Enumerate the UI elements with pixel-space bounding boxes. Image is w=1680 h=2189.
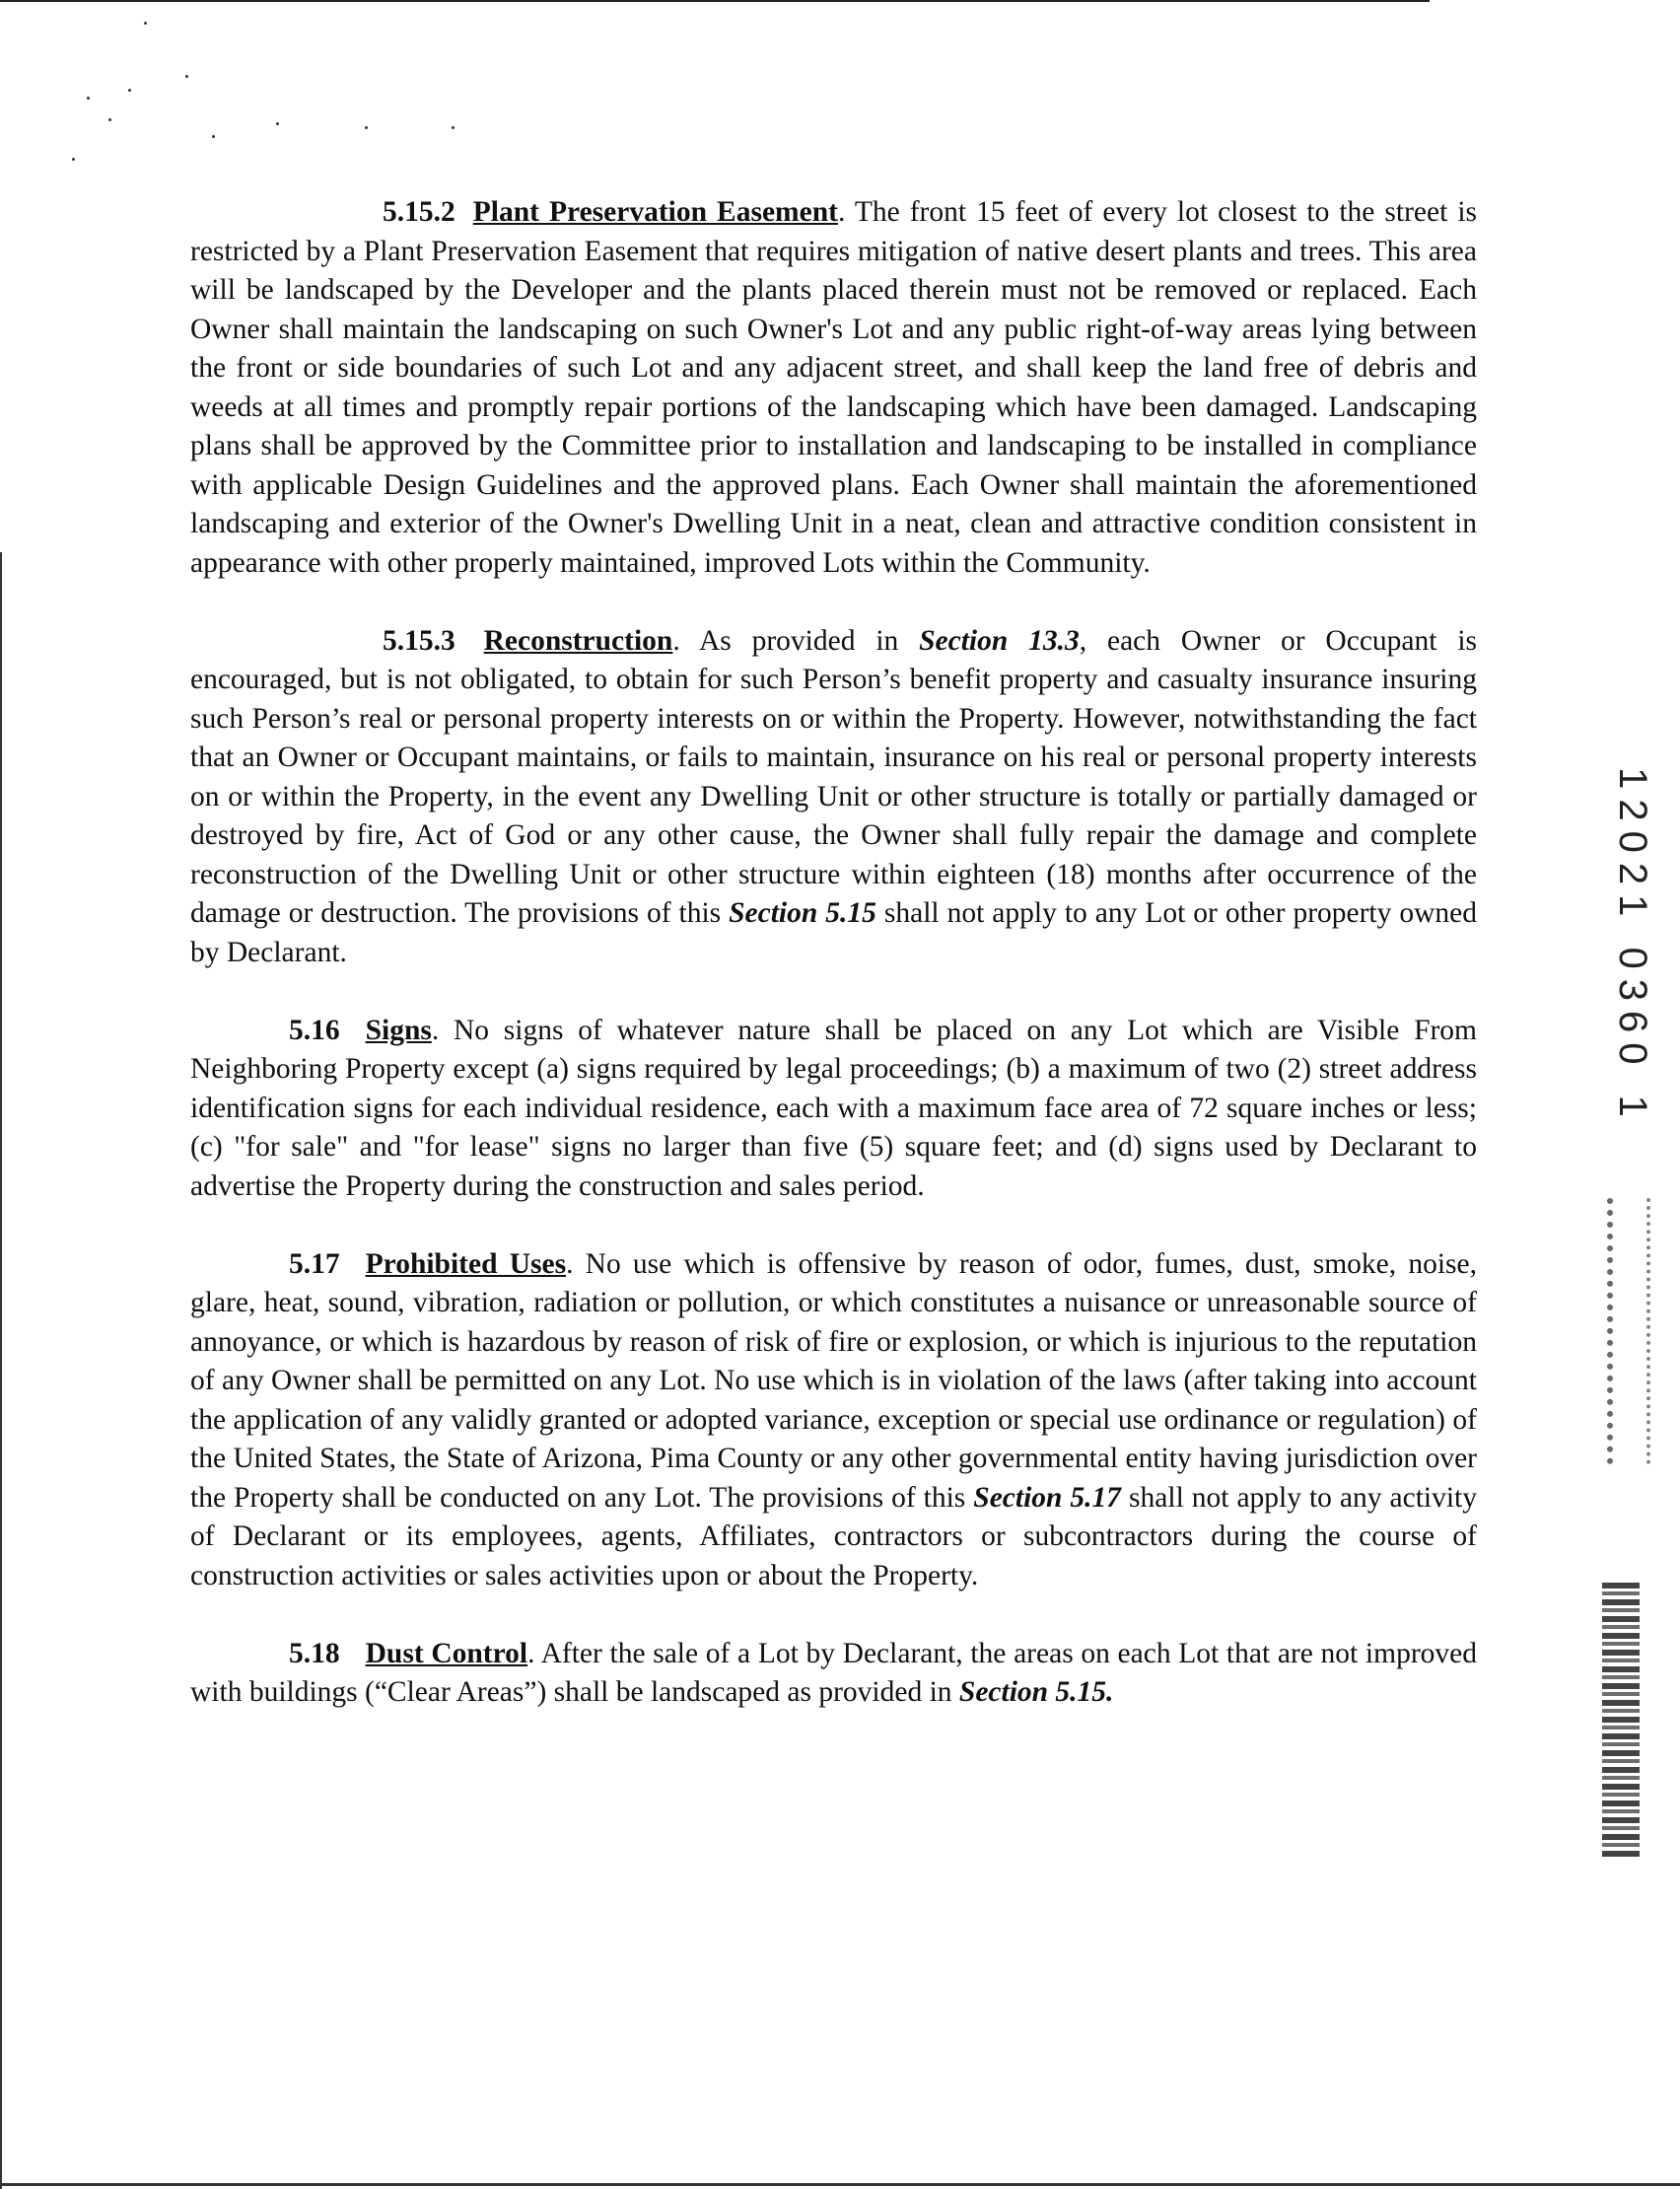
scan-speck bbox=[452, 126, 455, 129]
section-5-18: 5.18 Dust Control. After the sale of a Lot by Declarant, the areas on each Lot that are not improved with buildings (“Clear Areas”) shall be landscaped as provided in Section 5.15. bbox=[190, 1637, 1477, 1708]
section-text: The front 15 feet of every lot closest to the street is restricted by a Plant Preservation Easement that requires mitigation of native desert plants and trees. This area will be landscaped by the Developer and the plants placed therein must not be removed or replaced. Each Owner shall maintain the landscaping on such Owner's Lot and any public right-of-way areas lying between the front or side boundaries of such Lot and any adjacent street, and shall keep the land free of debris and weeds at all times and promptly repair portions of the landscaping which have been damaged. Landscaping plans shall be approved by the Committee prior to installation and landscaping to be installed in compliance with applicable Design Guidelines and the approved plans. Each Owner shall maintain the aforementioned landscaping and exterior of the Owner's Dwelling Unit in a neat, clean and attractive condition consistent in appearance with other properly maintained, improved Lots within the Community. bbox=[190, 196, 1478, 579]
section-text: shall not apply to any Lot or other property owned by Declarant. bbox=[190, 897, 1478, 968]
recording-stamp-number: 12021 0360 1 bbox=[1610, 766, 1654, 1127]
section-heading: Signs bbox=[365, 1014, 432, 1046]
scan-speck bbox=[144, 22, 147, 25]
section-heading: Plant Preservation Easement bbox=[472, 196, 838, 228]
section-heading: Reconstruction bbox=[483, 624, 673, 657]
recording-stamp bbox=[1597, 766, 1666, 1127]
left-scan-rule bbox=[0, 552, 2, 2189]
side-scan-mark bbox=[1602, 1583, 1640, 1859]
bottom-scan-rule bbox=[0, 2183, 1680, 2186]
section-reference: Section 5.15. bbox=[958, 1676, 1114, 1708]
scan-speck bbox=[276, 122, 279, 125]
section-text: No signs of whatever nature shall be placed on any Lot which are Visible From Neighboring Property except (a) signs required by legal proceedings; (b) a maximum of two (2) street address identification signs for each individual residence, each with a maximum face area of 72 square inches or less; (c) "for sale" and "for lease" signs no larger than five (5) square feet; and (d) signs used by Declarant to advertise the Property during the construction and sales period. bbox=[190, 1014, 1478, 1202]
section-text: As provided in bbox=[698, 624, 899, 657]
section-text: , each Owner or Occupant is encouraged, but is not obligated, to obtain for such Person’s benefit property and casualty insurance insuring such Person’s real or personal property interests on or within the Property. However, notwithstanding the fact that an Owner or Occupant maintains, or fails to maintain, insurance on his real or personal property interests on or within the Property, in the event any Dwelling Unit or other structure is totally or partially damaged or destroyed by fire, Act of God or any other cause, the Owner shall fully repair the damage and complete reconstruction of the Dwelling Unit or other structure within eighteen (18) months after occurrence of the damage or destruction. The provisions of this bbox=[190, 624, 1477, 929]
section-5-15-3: 5.15.3 Reconstruction. As provided in Section 13.3, each Owner or Occupant is encouraged, but is not obligated, to obtain for such Person’s benefit property and casualty insurance insuring such Person’s real or personal property interests on or within the Property. However, notwithstanding the fact that an Owner or Occupant maintains, or fails to maintain, insurance on his real or personal property interests on or within the Property, in the event any Dwelling Unit or other structure is totally or partially damaged or destroyed by fire, Act of God or any other cause, the Owner shall fully repair the damage and complete reconstruction of the Dwelling Unit or other structure within eighteen (18) months after occurrence of the damage or destruction. The provisions of this Section 5.15 shall not apply to any Lot or other property owned by Declarant. bbox=[190, 624, 1478, 968]
section-text: shall not apply to any activity of Declarant or its employees, agents, Affiliates, contractors or subcontractors during the course of construction activities or sales activities upon or about the Property. bbox=[190, 1481, 1477, 1591]
section-reference: Section 13.3 bbox=[919, 624, 1080, 657]
scan-speck bbox=[365, 126, 368, 129]
section-number: 5.16 bbox=[289, 1014, 340, 1046]
section-reference: Section 5.17 bbox=[973, 1481, 1122, 1514]
scan-speck bbox=[185, 75, 188, 78]
section-heading: Prohibited Uses bbox=[365, 1247, 567, 1280]
section-5-17: 5.17 Prohibited Uses. No use which is offensive by reason of odor, fumes, dust, smoke, noise, glare, heat, sound, vibration, radiation or pollution, or which constitutes a nuisance or unreasonable source of annoyance, or which is hazardous by reason of risk of fire or explosion, or which is injurious to the reputation of any Owner shall be permitted on any Lot. No use which is in violation of the laws (after taking into account the application of any validly granted or adopted variance, exception or special use ordinance or regulation) of the United States, the State of Arizona, Pima County or any other governmental entity having jurisdiction over the Property shall be conducted on any Lot. The provisions of this Section 5.17 shall not apply to any activity of Declarant or its employees, agents, Affiliates, contractors or subcontractors during the course of construction activities or sales activities upon or about the Property. bbox=[190, 1247, 1477, 1591]
section-5-15-2: 5.15.2 Plant Preservation Easement. The front 15 feet of every lot closest to the street is restricted by a Plant Preservation Easement that requires mitigation of native desert plants and trees. This area will be landscaped by the Developer and the plants placed therein must not be removed or replaced. Each Owner shall maintain the landscaping on such Owner's Lot and any public right-of-way areas lying between the front or side boundaries of such Lot and any adjacent street, and shall keep the land free of debris and weeds at all times and promptly repair portions of the landscaping which have been damaged. Landscaping plans shall be approved by the Committee prior to installation and landscaping to be installed in compliance with applicable Design Guidelines and the approved plans. Each Owner shall maintain the aforementioned landscaping and exterior of the Owner's Dwelling Unit in a neat, clean and attractive condition consistent in appearance with other properly maintained, improved Lots within the Community. bbox=[190, 196, 1478, 579]
section-text: After the sale of a Lot by Declarant, the areas on each Lot that are not improved with buildings (“Clear Areas”) shall be landscaped as provided in bbox=[190, 1637, 1477, 1708]
section-5-16: 5.16 Signs. No signs of whatever nature shall be placed on any Lot which are Visible From Neighboring Property except (a) signs required by legal proceedings; (b) a maximum of two (2) street address identification signs for each individual residence, each with a maximum face area of 72 square inches or less; (c) "for sale" and "for lease" signs no larger than five (5) square feet; and (d) signs used by Declarant to advertise the Property during the construction and sales period. bbox=[190, 1014, 1478, 1202]
section-text: No use which is offensive by reason of odor, fumes, dust, smoke, noise, glare, heat, sound, vibration, radiation or pollution, or which constitutes a nuisance or unreasonable source of annoyance, or which is hazardous by reason of risk of fire or explosion, or which is injurious to the reputation of any Owner shall be permitted on any Lot. No use which is in violation of the laws (after taking into account the application of any validly granted or adopted variance, exception or special use ordinance or regulation) of the United States, the State of Arizona, Pima County or any other governmental entity having jurisdiction over the Property shall be conducted on any Lot. The provisions of this bbox=[190, 1247, 1477, 1514]
section-reference: Section 5.15 bbox=[729, 897, 876, 929]
section-number: 5.18 bbox=[289, 1637, 340, 1669]
section-heading: Dust Control bbox=[365, 1637, 528, 1669]
scan-speck bbox=[128, 89, 131, 92]
document-body bbox=[190, 193, 1477, 1713]
section-number: 5.15.2 bbox=[383, 196, 455, 228]
scan-speck bbox=[72, 158, 75, 161]
top-scan-rule bbox=[0, 0, 1430, 2]
scan-speck bbox=[87, 97, 90, 100]
section-number: 5.17 bbox=[289, 1247, 340, 1280]
scan-speck bbox=[212, 135, 215, 138]
section-number: 5.15.3 bbox=[383, 624, 455, 657]
side-scan-mark bbox=[1607, 1198, 1650, 1464]
scan-speck bbox=[108, 118, 111, 121]
